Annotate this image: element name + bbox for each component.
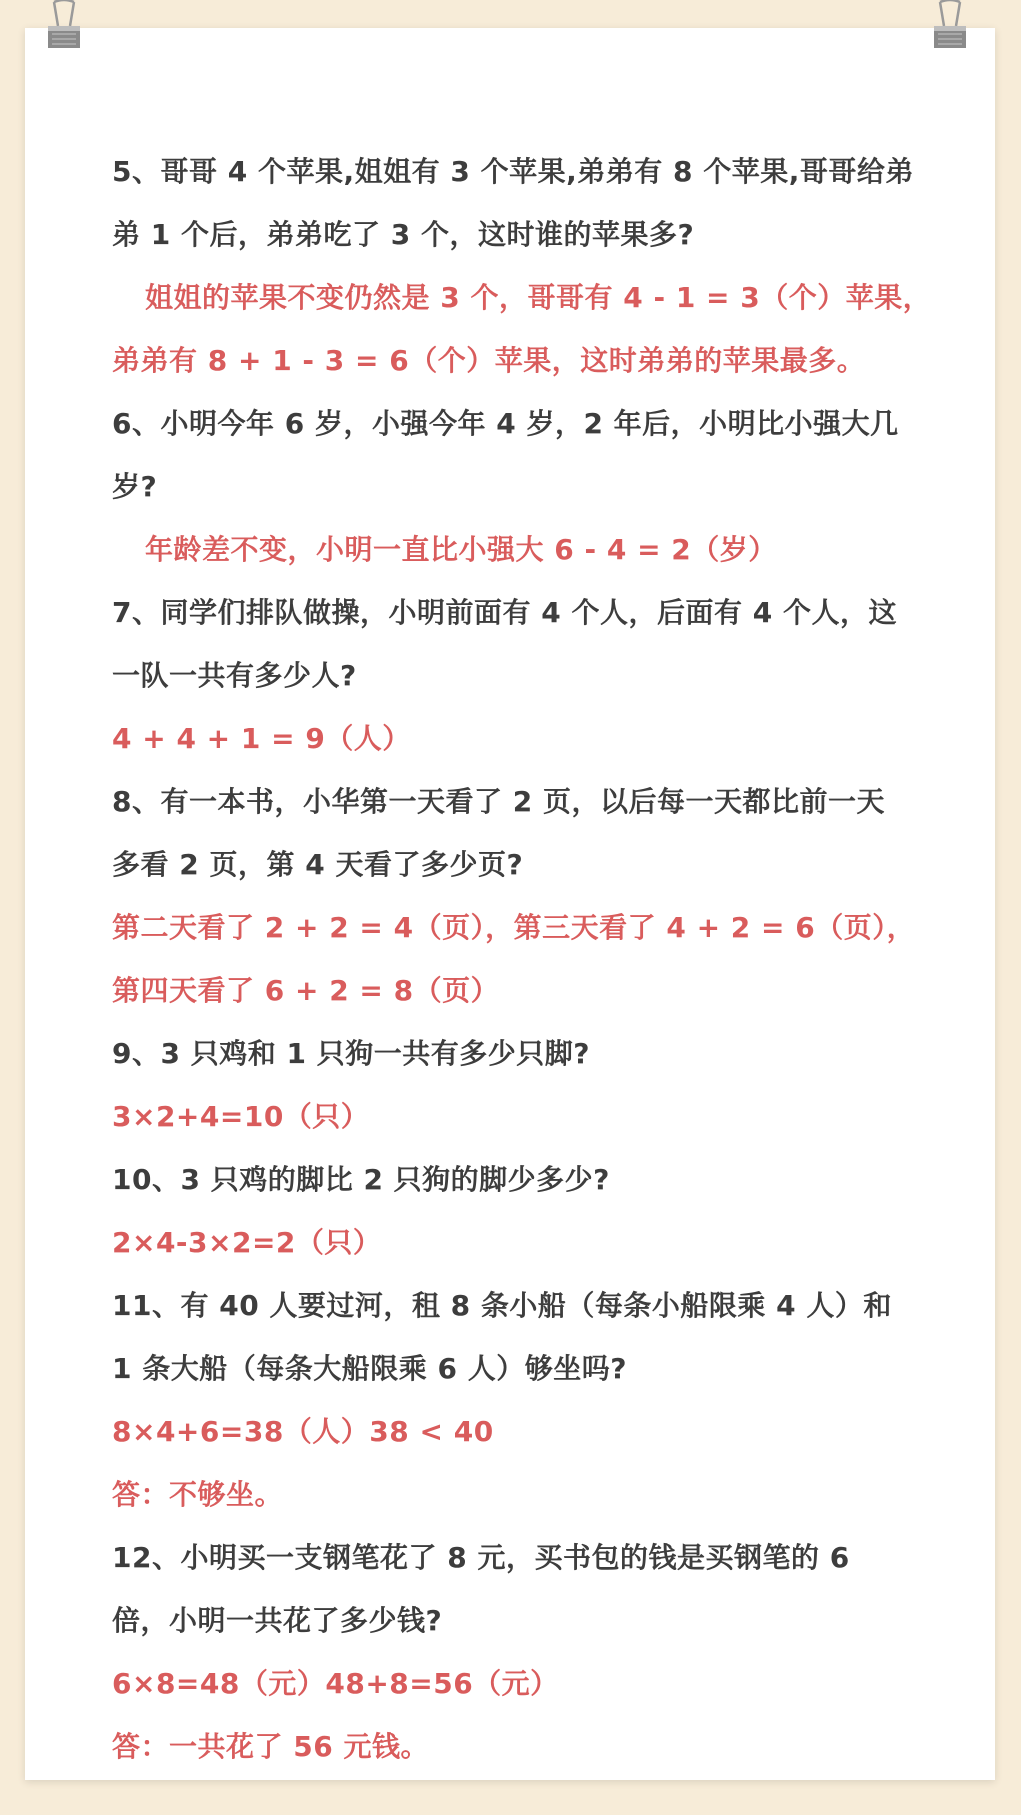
answer-5-line-1: 姐姐的苹果不变仍然是 3 个，哥哥有 4 - 1 = 3（个）苹果， <box>145 281 932 314</box>
binder-clip-icon <box>44 0 84 52</box>
question-9: 9、3 只鸡和 1 只狗一共有多少只脚? <box>112 1037 590 1070</box>
answer-9: 3×2+4=10（只） <box>112 1100 370 1133</box>
answer-8-line-2: 第四天看了 6 + 2 = 8（页） <box>112 974 500 1007</box>
answer-10: 2×4-3×2=2（只） <box>112 1226 382 1259</box>
question-10: 10、3 只鸡的脚比 2 只狗的脚少多少? <box>112 1163 610 1196</box>
answer-11-line-2: 答：不够坐。 <box>112 1478 284 1511</box>
binder-clip-icon <box>930 0 970 52</box>
question-11-line-1: 11、有 40 人要过河，租 8 条小船（每条小船限乘 4 人）和 <box>112 1289 892 1322</box>
answer-7: 4 + 4 + 1 = 9（人） <box>112 722 411 755</box>
question-7-line-2: 一队一共有多少人? <box>112 659 357 692</box>
worksheet-paper <box>25 28 995 1780</box>
question-8-line-2: 多看 2 页，第 4 天看了多少页? <box>112 848 524 881</box>
question-12-line-1: 12、小明买一支钢笔花了 8 元，买书包的钱是买钢笔的 6 <box>112 1541 850 1574</box>
question-11-line-2: 1 条大船（每条大船限乘 6 人）够坐吗? <box>112 1352 627 1385</box>
answer-6: 年龄差不变，小明一直比小强大 6 - 4 = 2（岁） <box>145 533 777 566</box>
answer-12-line-2: 答：一共花了 56 元钱。 <box>112 1730 429 1763</box>
answer-11-line-1: 8×4+6=38（人）38 < 40 <box>112 1415 494 1448</box>
question-6-line-1: 6、小明今年 6 岁，小强今年 4 岁，2 年后，小明比小强大几 <box>112 407 899 440</box>
answer-12-line-1: 6×8=48（元）48+8=56（元） <box>112 1667 559 1700</box>
problem-list <box>112 140 982 1778</box>
answer-8-line-1: 第二天看了 2 + 2 = 4（页），第三天看了 4 + 2 = 6（页）， <box>112 911 916 944</box>
question-12-line-2: 倍，小明一共花了多少钱? <box>112 1604 443 1637</box>
question-5-line-2: 弟 1 个后，弟弟吃了 3 个，这时谁的苹果多? <box>112 218 695 251</box>
question-8-line-1: 8、有一本书，小华第一天看了 2 页，以后每一天都比前一天 <box>112 785 885 818</box>
question-6-line-2: 岁? <box>112 470 158 503</box>
question-7-line-1: 7、同学们排队做操，小明前面有 4 个人，后面有 4 个人，这 <box>112 596 897 629</box>
answer-5-line-2: 弟弟有 8 + 1 - 3 = 6（个）苹果，这时弟弟的苹果最多。 <box>112 344 866 377</box>
question-5-line-1: 5、哥哥 4 个苹果,姐姐有 3 个苹果,弟弟有 8 个苹果,哥哥给弟 <box>112 155 914 188</box>
